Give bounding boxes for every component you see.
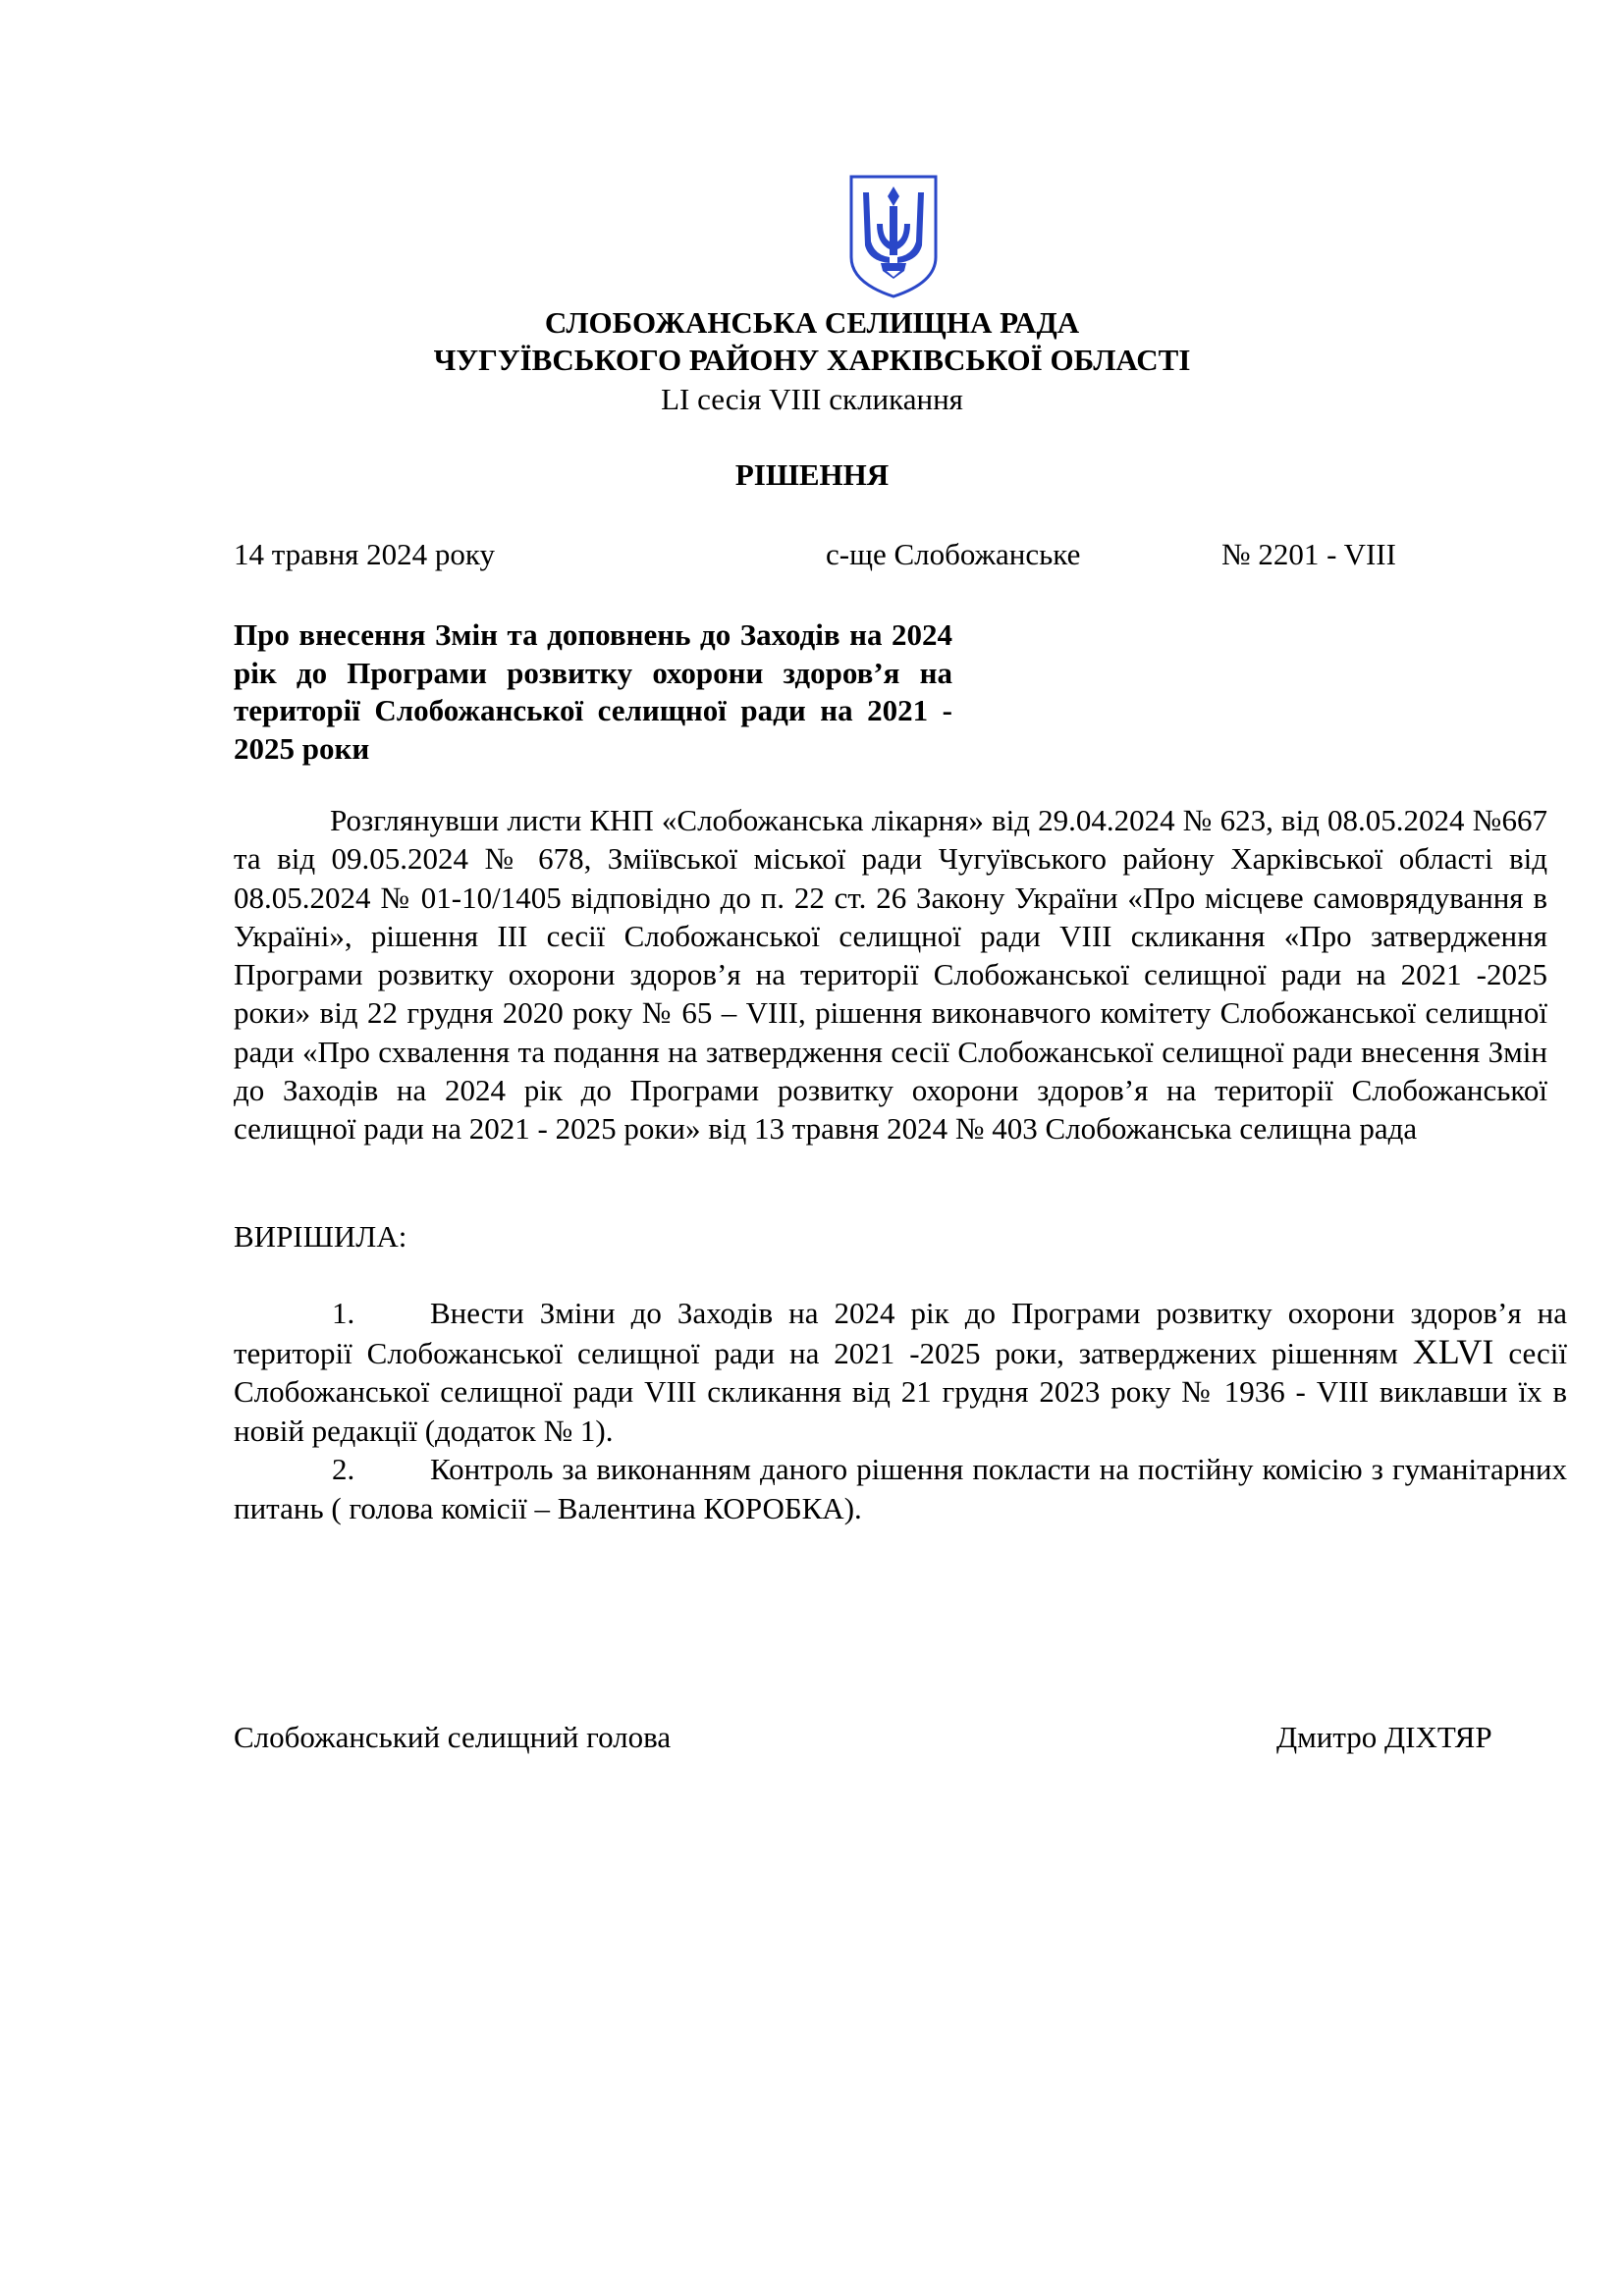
document-type-title: РІШЕННЯ	[734, 457, 890, 492]
item-text-part: Внести Зміни до Заходів на 2024 рік до Програми розвитку охорони здоров’я на території Слобожанської селищної ради на 2021 -2025 роки, затверджених рішенням	[234, 1296, 1567, 1370]
resolved-label: ВИРІШИЛА:	[234, 1219, 407, 1254]
trident-emblem-icon	[847, 173, 940, 300]
item-text: Контроль за виконанням даного рішення покласти на постійну комісію з гуманітарних питань ( голова комісії – Валентина КОРОБКА).	[234, 1452, 1567, 1525]
item-number: 1.	[332, 1296, 355, 1330]
item-roman-session: XLVI	[1412, 1331, 1494, 1371]
preamble-paragraph: Розглянувши листи КНП «Слобожанська лікарня» від 29.04.2024 № 623, від 08.05.2024 №667 та від 09.05.2024 № 678, Зміївської міської ради Чугуївського району Харківської області від 08.05.2024 № 01-10/1405 відповідно до п. 22 ст. 26 Закону України «Про місцеве самоврядування в Україні», рішення ІІІ сесії Слобожанської селищної ради VIII скликання «Про затвердження Програми розвитку охорони здоров’я на території Слобожанської селищної ради на 2021 -2025 роки» від 22 грудня 2020 року № 65 – VIII, рішення виконавчого комітету Слобожанської селищної ради «Про схвалення та подання на затвердження сесії Слобожанської селищної ради внесення Змін до Заходів на 2024 рік до Програми розвитку охорони здоров’я на території Слобожанської селищної ради на 2021 - 2025 роки» від 13 травня 2024 № 403 Слобожанська селищна рада	[234, 803, 1547, 1147]
decision-date: 14 травня 2024 року	[234, 537, 496, 571]
item-number: 2.	[332, 1452, 355, 1486]
decision-place: с-ще Слобожанське	[826, 537, 1081, 571]
decision-items	[234, 1294, 1567, 1527]
decision-item-1	[234, 1294, 1567, 1450]
district-name: ЧУГУЇВСЬКОГО РАЙОНУ ХАРКІВСЬКОЇ ОБЛАСТІ	[433, 343, 1191, 377]
council-name: СЛОБОЖАНСЬКА СЕЛИЩНА РАДА	[544, 305, 1080, 340]
item-text-part: сесії Слобожанської селищної ради VIII скликання від 21 грудня 2023 року № 1936 - VIII виклавши їх в новій редакції (додаток № 1).	[234, 1335, 1567, 1448]
session-line: LI сесія VIII скликання	[661, 382, 963, 416]
decision-subject: Про внесення Змін та доповнень до Заходів на 2024 рік до Програми розвитку охорони здоров’я на території Слобожанської селищної ради на 2021 - 2025 роки	[234, 617, 952, 766]
decision-item-2	[234, 1450, 1567, 1527]
decision-number: № 2201 - VIII	[1221, 537, 1396, 571]
signatory-name: Дмитро ДІХТЯР	[1276, 1720, 1492, 1754]
signatory-title: Слобожанський селищний голова	[234, 1720, 672, 1754]
